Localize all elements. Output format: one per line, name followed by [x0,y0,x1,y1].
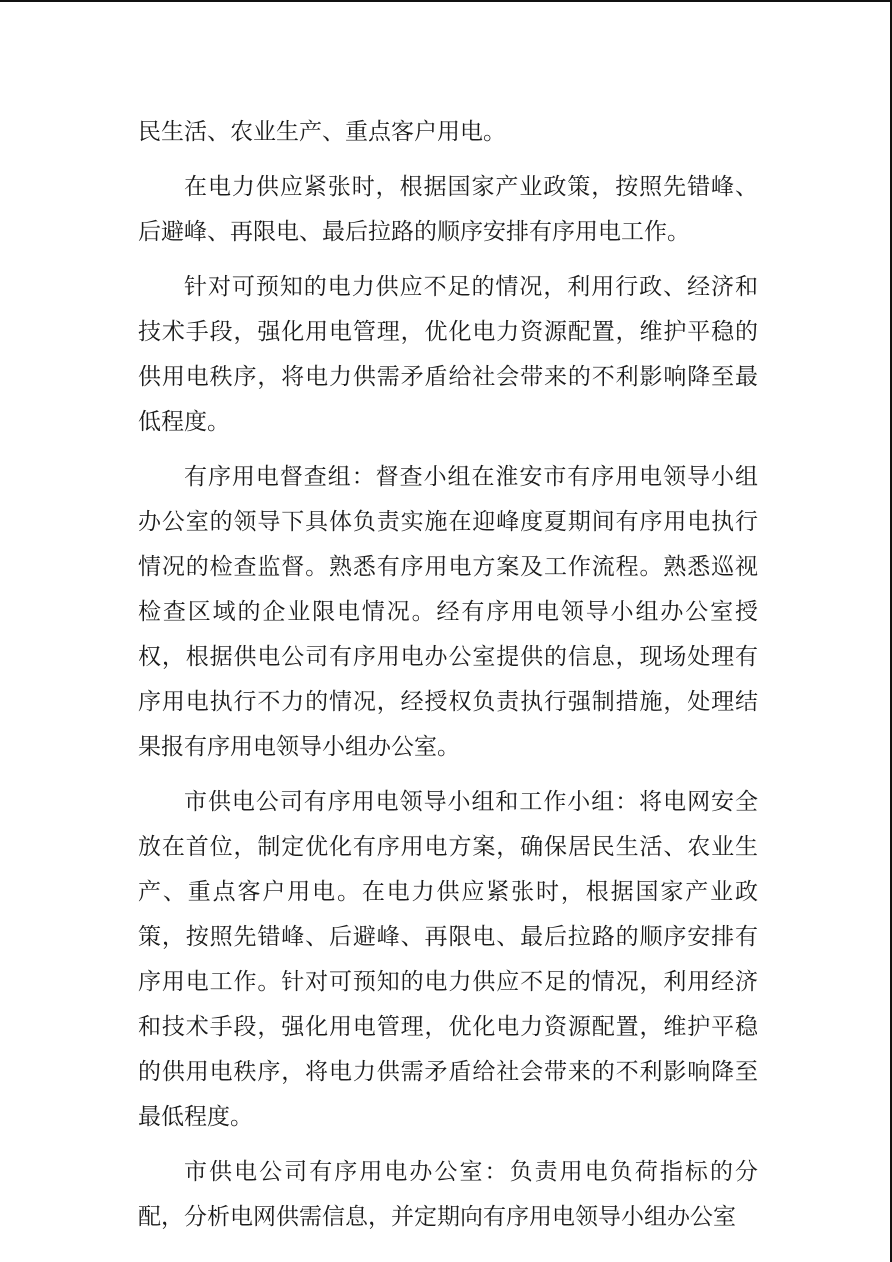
paragraph-foreseeable-shortage: 针对可预知的电力供应不足的情况，利用行政、经济和技术手段，强化用电管理，优化电力资源配置，维护平稳的供用电秩序，将电力供需矛盾给社会带来的不利影响降至最低程度。 [138,274,758,435]
paragraph-inspection-team: 有序用电督查组：督查小组在淮安市有序用电领导小组办公室的领导下具体负责实施在迎峰度夏期间有序用电执行情况的检查监督。熟悉有序用电方案及工作流程。熟悉巡视检查区域的企业限电情况。经有序用电领导小组办公室授权，根据供电公司有序用电办公室提供的信息，现场处理有序用电执行不力的情况，经授权负责执行强制措施，处理结果报有序用电领导小组办公室。 [138,464,758,760]
paragraph-leading-group: 市供电公司有序用电领导小组和工作小组：将电网安全放在首位，制定优化有序用电方案，确保居民生活、农业生产、重点客户用电。在电力供应紧张时，根据国家产业政策，按照先错峰、后避峰、再限电、最后拉路的顺序安排有序用电工作。针对可预知的电力供应不足的情况，利用经济和技术手段，强化用电管理，优化电力资源配置，维护平稳的供用电秩序，将电力供需矛盾给社会带来的不利影响降至最低程度。 [138,789,758,1130]
document-body [138,110,758,1250]
paragraph-office: 市供电公司有序用电办公室：负责用电负荷指标的分配，分析电网供需信息，并定期向有序用电领导小组办公室 [138,1159,758,1230]
paragraph-supply-shortage-order: 在电力供应紧张时，根据国家产业政策，按照先错峰、后避峰、再限电、最后拉路的顺序安排有序用电工作。 [138,174,758,245]
paragraph-continuation: 民生活、农业生产、重点客户用电。 [138,119,506,145]
